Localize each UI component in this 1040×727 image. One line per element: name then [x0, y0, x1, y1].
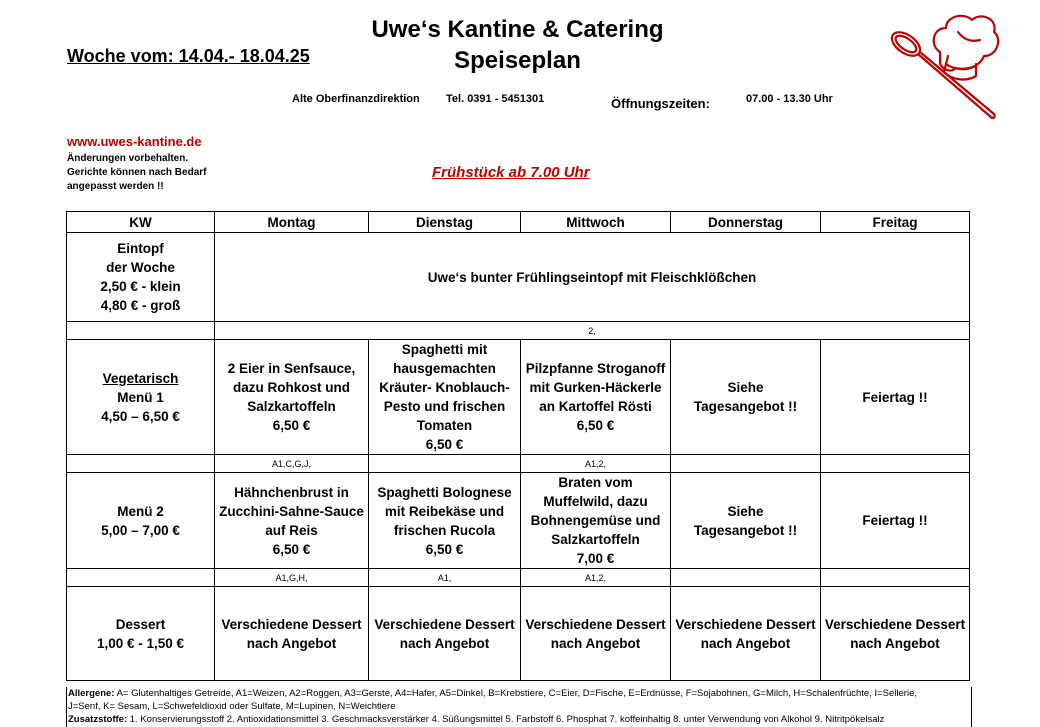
dish-line: an Kartoffel Rösti	[539, 399, 652, 414]
dish-line: dazu Rohkost und	[233, 380, 350, 395]
dessert-line: nach Angebot	[399, 635, 490, 651]
eintopf-price-small: 2,50 € - klein	[100, 279, 181, 294]
notice-line-2: Gerichte können nach Bedarf	[67, 167, 207, 178]
header-donnerstag: Donnerstag	[671, 212, 821, 233]
menu2-allergens-dienstag: A1,	[369, 569, 521, 587]
dish-line: Kräuter- Knoblauch-	[379, 380, 510, 395]
allergen-cell	[67, 322, 215, 340]
dish-line: Pilzpfanne Stroganoff	[525, 361, 666, 376]
dish-line: Spaghetti mit	[401, 342, 488, 357]
menu1-allergens-dienstag	[369, 455, 521, 473]
menu2-mittwoch	[521, 473, 671, 569]
dish-line: Tagesangebot !!	[693, 399, 798, 414]
dessert-price: 1,00 € - 1,50 €	[96, 635, 185, 651]
menu1-dienstag	[369, 340, 521, 455]
eintopf-price-large: 4,80 € - groß	[100, 298, 181, 313]
dish-price: 6,50 €	[425, 437, 464, 452]
menu2-allergens-montag: A1,G,H,	[215, 569, 369, 587]
menu1-allergens-freitag	[821, 455, 970, 473]
eintopf-label-line: der Woche	[106, 260, 175, 275]
dessert-freitag	[821, 587, 970, 681]
menu1-mittwoch	[521, 340, 671, 455]
header-dienstag: Dienstag	[369, 212, 521, 233]
eintopf-allergens: 2,	[215, 322, 970, 340]
dessert-line: nach Angebot	[850, 635, 940, 651]
allergene-line-2: J=Senf, K= Sesam, L=Schwefeldioxid oder Sulfate, M=Lupinen, N=Weichtiere	[68, 701, 396, 712]
dessert-montag	[215, 587, 369, 681]
dish-line: Bohnengemüse und	[530, 513, 661, 528]
menu1-price: 4,50 – 6,50 €	[101, 408, 180, 424]
menu2-allergens-mittwoch: A1,2,	[521, 569, 671, 587]
title-line-2: Speiseplan	[454, 47, 581, 74]
header-montag: Montag	[215, 212, 369, 233]
dish-line: Muffelwild, dazu	[543, 494, 648, 509]
title-line-1: Uwe‘s Kantine & Catering	[371, 16, 664, 43]
dessert-label	[67, 587, 215, 681]
menu2-allergens-freitag	[821, 569, 970, 587]
change-notice	[67, 152, 237, 194]
dish-line: Salzkartoffeln	[247, 399, 336, 414]
menu2-price: 5,00 – 7,00 €	[101, 522, 180, 538]
phone-number: Tel. 0391 - 5451301	[446, 93, 545, 105]
zusatzstoffe-text: 1. Konservierungsstoff 2. Antioxidationsmittel 3. Geschmacksverstärker 4. Süßungsmittel 5. Farbstoff 6. Phosphat 7. koffeinhaltig 8. unter Verwendung von Alkohol 9. Nitritpökelsalz	[127, 714, 885, 725]
dish-line: Salzkartoffeln	[551, 532, 640, 547]
eintopf-label-line: Eintopf	[117, 241, 164, 256]
dish-line: Pesto und frischen	[383, 399, 506, 414]
address: Alte Oberfinanzdirektion	[292, 93, 420, 105]
allergen-legend	[66, 687, 972, 727]
menu1-freitag: Feiertag !!	[821, 340, 970, 455]
dessert-line: Verschiedene Dessert	[374, 616, 515, 632]
dish-line: Tomaten	[416, 418, 473, 433]
dessert-line: nach Angebot	[550, 635, 641, 651]
menu-table	[66, 211, 970, 681]
opening-hours-label: Öffnungszeiten:	[611, 96, 710, 111]
dish-line: Hähnchenbrust in	[234, 484, 349, 500]
notice-line-3: angepasst werden !!	[67, 181, 164, 192]
menu1-allergens-mittwoch: A1,2,	[521, 455, 671, 473]
dessert-dienstag	[369, 587, 521, 681]
dish-line: Siehe	[727, 503, 764, 519]
header-mittwoch: Mittwoch	[521, 212, 671, 233]
menu2-montag	[215, 473, 369, 569]
menu1-allergens-donnerstag	[671, 455, 821, 473]
notice-line-1: Änderungen vorbehalten.	[67, 153, 189, 164]
dessert-line: Verschiedene Dessert	[824, 616, 966, 632]
menu1-donnerstag	[671, 340, 821, 455]
allergene-text: A= Glutenhaltiges Getreide, A1=Weizen, A2=Roggen, A3=Gerste, A4=Hafer, A5=Dinkel, B=Krebstiere, C=Eier, D=Fische, E=Erdnüsse, F=Sojabohnen, G=Milch, H=Schalenfrüchte, I=Sellerie,	[114, 688, 917, 699]
menu1-category: Vegetarisch	[102, 370, 179, 386]
breakfast-notice: Frühstück ab 7.00 Uhr	[432, 164, 590, 181]
dish-price: 6,50 €	[272, 541, 311, 557]
dish-line: Tagesangebot !!	[693, 522, 798, 538]
dessert-line: nach Angebot	[246, 635, 337, 651]
page-title	[300, 14, 735, 76]
dish-line: Siehe	[727, 380, 764, 395]
menu2-dienstag	[369, 473, 521, 569]
dish-line: mit Gurken-Häckerle	[529, 380, 662, 395]
header-kw: KW	[67, 212, 215, 233]
dish-price: 6,50 €	[425, 541, 464, 557]
menu2-donnerstag	[671, 473, 821, 569]
allergene-label: Allergene:	[68, 688, 115, 699]
dessert-mittwoch	[521, 587, 671, 681]
dessert-line: Verschiedene Dessert	[525, 616, 666, 632]
dessert-line: Verschiedene Dessert	[221, 616, 362, 632]
website-link[interactable]: www.uwes-kantine.de	[67, 134, 202, 149]
menu1-label	[67, 340, 215, 455]
dessert-donnerstag	[671, 587, 821, 681]
eintopf-dish: Uwe‘s bunter Frühlingseintopf mit Fleischklößchen	[215, 233, 970, 322]
dish-line: Spaghetti Bolognese	[377, 484, 512, 500]
dish-line: hausgemachten	[393, 361, 496, 376]
dish-line: 2 Eier in Senfsauce,	[227, 361, 356, 376]
week-range: Woche vom: 14.04.- 18.04.25	[67, 46, 310, 66]
dish-line: mit Reibekäse und	[384, 503, 505, 519]
header-freitag: Freitag	[821, 212, 970, 233]
menu1-allergens-montag: A1,C,G,J,	[215, 455, 369, 473]
dessert-name: Dessert	[115, 616, 166, 632]
dish-line: auf Reis	[265, 522, 318, 538]
dish-line: Braten vom	[558, 475, 633, 490]
dish-price: 7,00 €	[576, 551, 615, 566]
dessert-line: nach Angebot	[700, 635, 791, 651]
eintopf-label	[67, 233, 215, 322]
allergen-cell	[67, 569, 215, 587]
dish-line: frischen Rucola	[393, 522, 496, 538]
dish-price: 6,50 €	[576, 418, 615, 433]
opening-hours: 07.00 - 13.30 Uhr	[746, 93, 833, 105]
menu2-allergens-donnerstag	[671, 569, 821, 587]
menu1-montag	[215, 340, 369, 455]
menu1-name: Menü 1	[117, 389, 164, 405]
allergene-line	[68, 687, 971, 700]
dish-line: Zucchini-Sahne-Sauce	[219, 503, 364, 519]
dessert-line: Verschiedene Dessert	[675, 616, 816, 632]
menu2-label	[67, 473, 215, 569]
dish-price: 6,50 €	[272, 418, 311, 433]
zusatzstoffe-label: Zusatzstoffe:	[68, 714, 128, 725]
menu2-freitag: Feiertag !!	[821, 473, 970, 569]
allergen-cell	[67, 455, 215, 473]
chef-hat-spoon-logo-icon	[880, 10, 1000, 122]
menu2-name: Menü 2	[117, 503, 164, 519]
